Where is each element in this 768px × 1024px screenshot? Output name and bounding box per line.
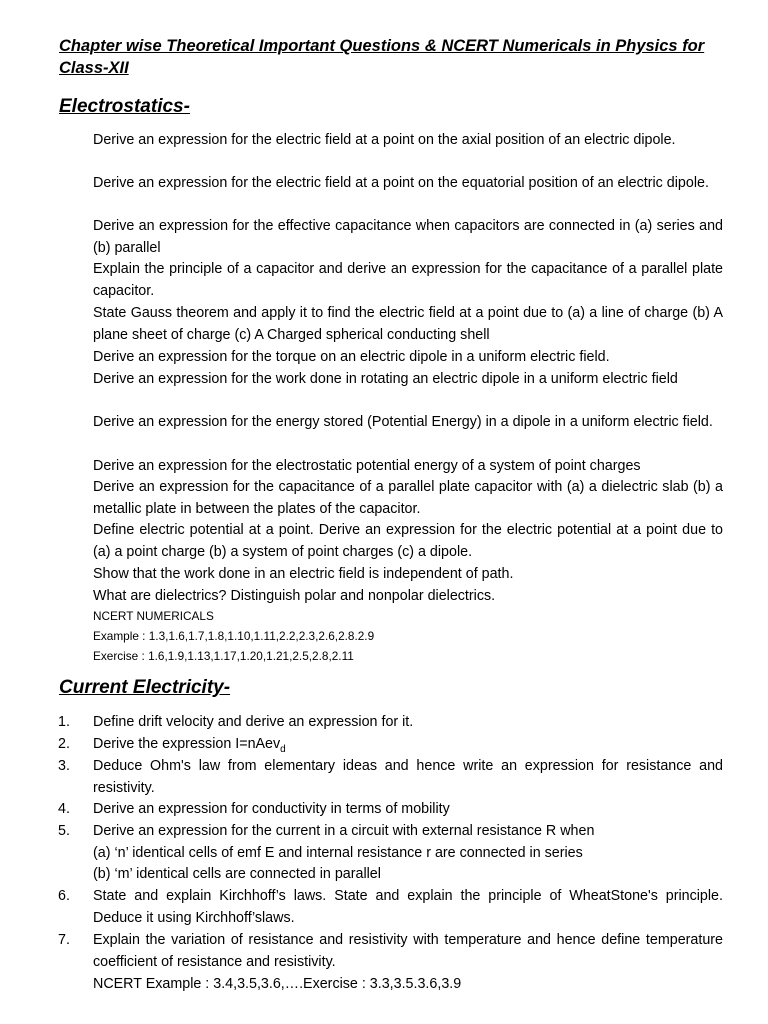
question: Derive an expression for the electrostatic potential energy of a system of point charges — [93, 458, 641, 474]
document-title: Chapter wise Theoretical Important Questions & NCERT Numericals in Physics for Class-XII — [59, 37, 705, 77]
item-number: 4. — [58, 801, 70, 817]
item-text: Derive an expression for the current in a circuit with external resistance R when — [93, 823, 595, 839]
question: Explain the principle of a capacitor and derive an expression for the capacitance of a parallel plate capacitor. — [93, 261, 723, 299]
question: Derive an expression for the energy stored (Potential Energy) in a dipole in a uniform electric field. — [93, 414, 713, 430]
ncert-exercise-list: Exercise : 1.6,1.9,1.13,1.17,1.20,1.21,2.5,2.8,2.11 — [93, 649, 354, 663]
question: Derive an expression for the electric field at a point on the equatorial position of an electric dipole. — [93, 175, 709, 191]
item-number: 1. — [58, 714, 70, 730]
item-number: 2. — [58, 736, 70, 752]
question: Define electric potential at a point. Derive an expression for the electric potential at a point due to (a) a point charge (b) a system of point charges (c) a dipole. — [93, 522, 723, 560]
item-number: 7. — [58, 932, 70, 948]
item-number: 5. — [58, 823, 70, 839]
question: What are dielectrics? Distinguish polar and nonpolar dielectrics. — [93, 588, 496, 604]
item-number: 6. — [58, 888, 70, 904]
item-text-main: Derive the expression I=nAev — [93, 736, 281, 752]
item-text: State and explain Kirchhoff’s laws. State and explain the principle of WheatStone's principle. Deduce it using Kirchhoff’slaws. — [93, 888, 723, 926]
section-heading-current-electricity: Current Electricity- — [59, 677, 231, 698]
item-text: Deduce Ohm's law from elementary ideas and hence write an expression for resistance and resistivity. — [93, 758, 723, 796]
question: State Gauss theorem and apply it to find the electric field at a point due to (a) a line of charge (b) A plane sheet of charge (c) A Charged spherical conducting shell — [93, 305, 723, 343]
section-heading-electrostatics: Electrostatics- — [59, 96, 190, 117]
question: Show that the work done in an electric field is independent of path. — [93, 566, 514, 582]
question: Derive an expression for the work done in rotating an electric dipole in a uniform electric field — [93, 371, 678, 387]
item-text: Define drift velocity and derive an expression for it. — [93, 714, 414, 730]
sub-item-a: (a) ‘n’ identical cells of emf E and internal resistance r are connected in series — [93, 845, 583, 861]
item-text: Explain the variation of resistance and resistivity with temperature and hence define temperature coefficient of resistance and resistivity. — [93, 932, 723, 970]
item-text: Derive an expression for conductivity in terms of mobility — [93, 801, 450, 817]
question: Derive an expression for the effective capacitance when capacitors are connected in (a) series and (b) parallel — [93, 218, 723, 256]
ncert-current-line: NCERT Example : 3.4,3.5,3.6,….Exercise : 3.3,3.5.3.6,3.9 — [93, 976, 462, 992]
sub-item-b: (b) ‘m’ identical cells are connected in parallel — [93, 866, 381, 882]
question: Derive an expression for the electric field at a point on the axial position of an electric dipole. — [93, 132, 676, 148]
subscript-d: d — [280, 743, 286, 755]
ncert-example-list: Example : 1.3,1.6,1.7,1.8,1.10,1.11,2.2,2.3,2.6,2.8.2.9 — [93, 629, 375, 643]
ncert-numericals-label: NCERT NUMERICALS — [93, 609, 214, 623]
question: Derive an expression for the capacitance of a parallel plate capacitor with (a) a dielectric slab (b) a metallic plate in between the plates of the capacitor. — [93, 479, 723, 517]
question: Derive an expression for the torque on an electric dipole in a uniform electric field. — [93, 349, 610, 365]
item-number: 3. — [58, 758, 70, 774]
